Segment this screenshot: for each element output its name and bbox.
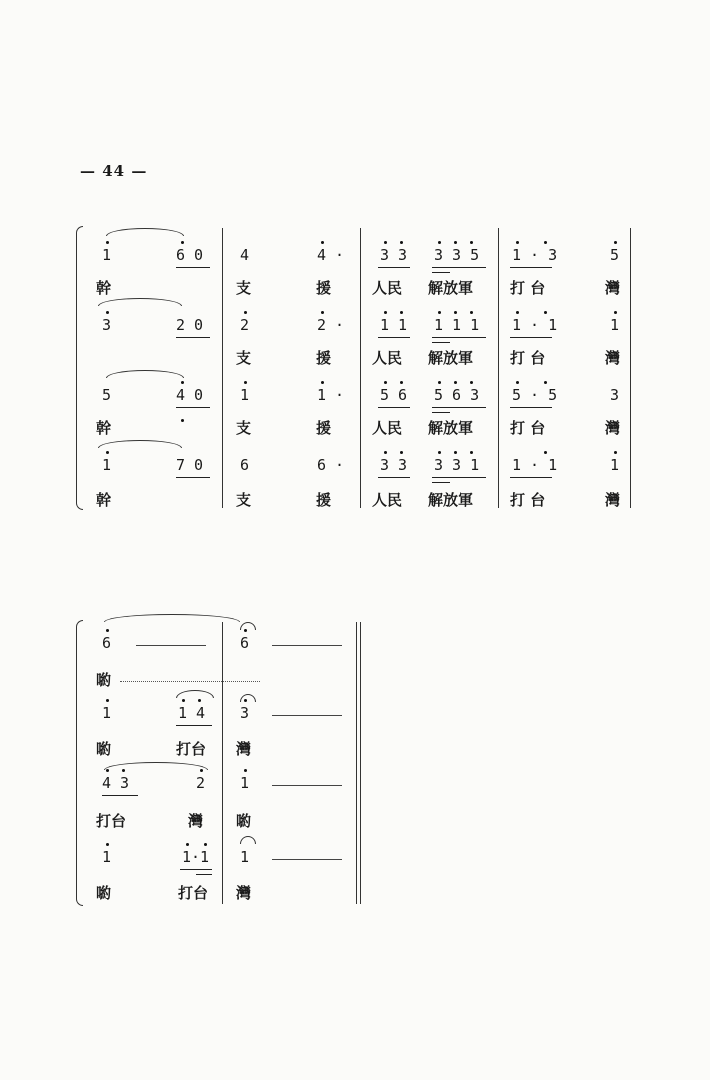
lyric: 打台 xyxy=(178,884,209,902)
page-number: — 44 — xyxy=(80,162,148,180)
octave-dot xyxy=(106,311,109,314)
note: 6 xyxy=(240,456,250,474)
beam xyxy=(102,795,138,796)
octave-dot xyxy=(400,381,403,384)
octave-dot xyxy=(200,769,203,772)
note: 1 xyxy=(240,848,250,866)
beam xyxy=(432,272,450,273)
beam xyxy=(176,337,210,338)
lyric: 打 台 xyxy=(510,349,546,367)
beam xyxy=(432,412,450,413)
beam xyxy=(180,869,212,870)
barline xyxy=(360,622,361,904)
octave-dot xyxy=(544,311,547,314)
octave-dot xyxy=(181,419,184,422)
beam xyxy=(510,407,552,408)
octave-dot xyxy=(614,241,617,244)
lyric: 打台 xyxy=(96,812,127,830)
octave-dot xyxy=(384,241,387,244)
beam xyxy=(196,874,212,875)
note: 3 xyxy=(240,704,250,722)
note: 1 xyxy=(610,456,620,474)
octave-dot xyxy=(321,311,324,314)
octave-dot xyxy=(106,769,109,772)
octave-dot xyxy=(181,381,184,384)
lyric: 援 xyxy=(316,419,332,437)
lyric: 灣 xyxy=(236,884,252,902)
octave-dot xyxy=(244,629,247,632)
beam xyxy=(510,337,552,338)
slur xyxy=(104,614,240,622)
note: 1 · 1 xyxy=(512,316,558,334)
note: 6 xyxy=(240,634,250,652)
octave-dot xyxy=(181,241,184,244)
beam xyxy=(378,267,410,268)
beam xyxy=(432,267,486,268)
lyric: 喲 xyxy=(96,671,112,689)
slur xyxy=(98,298,182,306)
octave-dot xyxy=(470,451,473,454)
note: 4 0 xyxy=(176,386,204,404)
lyric: 灣 xyxy=(605,491,621,509)
beam xyxy=(510,477,552,478)
note: 1 1 xyxy=(380,316,408,334)
note: 4 xyxy=(240,246,250,264)
octave-dot xyxy=(204,843,207,846)
lyric: 打 台 xyxy=(510,279,546,297)
octave-dot xyxy=(244,381,247,384)
octave-dot xyxy=(614,451,617,454)
note: 1 1 1 xyxy=(434,316,480,334)
beam xyxy=(378,337,410,338)
octave-dot xyxy=(454,451,457,454)
slur xyxy=(240,694,256,702)
note: 1·1 xyxy=(182,848,210,866)
note: 1 xyxy=(102,456,112,474)
slur xyxy=(106,228,184,236)
octave-dot xyxy=(454,241,457,244)
lyric: 援 xyxy=(316,349,332,367)
beam xyxy=(432,342,450,343)
note: 5 6 3 xyxy=(434,386,480,404)
note: 2 · xyxy=(317,316,345,334)
octave-dot xyxy=(470,381,473,384)
octave-dot xyxy=(438,381,441,384)
note: 5 · 5 xyxy=(512,386,558,404)
lyric: 喲 xyxy=(236,812,252,830)
slur xyxy=(106,370,184,378)
octave-dot xyxy=(454,311,457,314)
lyric: 支 xyxy=(236,419,252,437)
barline xyxy=(222,622,223,904)
beam xyxy=(378,407,410,408)
note: 3 xyxy=(610,386,620,404)
octave-dot xyxy=(438,241,441,244)
octave-dot xyxy=(186,843,189,846)
beam xyxy=(176,407,210,408)
barline xyxy=(222,228,223,508)
note: 2 xyxy=(196,774,206,792)
octave-dot xyxy=(384,381,387,384)
lyric: 灣 xyxy=(188,812,204,830)
slur xyxy=(176,690,214,698)
hold-dash xyxy=(136,645,206,646)
note: 1 xyxy=(610,316,620,334)
note: 1 xyxy=(102,704,112,722)
octave-dot xyxy=(438,451,441,454)
note: 1 xyxy=(102,246,112,264)
barline xyxy=(630,228,631,508)
system-bracket xyxy=(76,226,83,510)
hold-dash xyxy=(272,785,342,786)
note: 3 3 1 xyxy=(434,456,480,474)
lyric: 解放軍 xyxy=(428,279,474,297)
octave-dot xyxy=(106,699,109,702)
octave-dot xyxy=(384,311,387,314)
octave-dot xyxy=(614,311,617,314)
octave-dot xyxy=(470,311,473,314)
lyric: 灣 xyxy=(605,279,621,297)
octave-dot xyxy=(244,311,247,314)
beam xyxy=(510,267,552,268)
beam xyxy=(432,482,450,483)
note: 1 xyxy=(102,848,112,866)
note: 1 · xyxy=(317,386,345,404)
note: 7 0 xyxy=(176,456,204,474)
octave-dot xyxy=(516,311,519,314)
octave-dot xyxy=(244,769,247,772)
slur xyxy=(98,440,182,448)
octave-dot xyxy=(438,311,441,314)
octave-dot xyxy=(470,241,473,244)
barline xyxy=(498,228,499,508)
octave-dot xyxy=(544,381,547,384)
beam xyxy=(176,725,212,726)
note: 6 xyxy=(102,634,112,652)
barline xyxy=(356,622,357,904)
octave-dot xyxy=(400,311,403,314)
lyric: 支 xyxy=(236,349,252,367)
octave-dot xyxy=(544,241,547,244)
beam xyxy=(176,267,210,268)
octave-dot xyxy=(400,241,403,244)
octave-dot xyxy=(321,241,324,244)
note: 1 4 xyxy=(178,704,206,722)
note: 3 3 xyxy=(380,246,408,264)
beam xyxy=(176,477,210,478)
octave-dot xyxy=(454,381,457,384)
lyric: 幹 xyxy=(96,419,112,437)
lyric: 解放軍 xyxy=(428,491,474,509)
lyric: 支 xyxy=(236,279,252,297)
octave-dot xyxy=(516,241,519,244)
beam xyxy=(432,407,486,408)
slur xyxy=(104,762,208,770)
lyric: 打 台 xyxy=(510,419,546,437)
note: 2 xyxy=(240,316,250,334)
extension-line xyxy=(120,681,260,682)
slur xyxy=(240,622,256,630)
beam xyxy=(432,477,486,478)
lyric: 人民 xyxy=(372,349,403,367)
lyric: 灣 xyxy=(605,419,621,437)
note: 4 · xyxy=(317,246,345,264)
note: 2 0 xyxy=(176,316,204,334)
hold-dash xyxy=(272,645,342,646)
barline xyxy=(360,228,361,508)
octave-dot xyxy=(106,629,109,632)
lyric: 解放軍 xyxy=(428,349,474,367)
note: 5 6 xyxy=(380,386,408,404)
octave-dot xyxy=(516,381,519,384)
lyric: 打 台 xyxy=(510,491,546,509)
note: 3 3 xyxy=(380,456,408,474)
note: 5 xyxy=(102,386,112,404)
note: 5 xyxy=(610,246,620,264)
octave-dot xyxy=(106,451,109,454)
octave-dot xyxy=(198,699,201,702)
note: 6 · xyxy=(317,456,345,474)
octave-dot xyxy=(384,451,387,454)
note: 4 3 xyxy=(102,774,130,792)
lyric: 支 xyxy=(236,491,252,509)
note: 1 xyxy=(240,386,250,404)
octave-dot xyxy=(182,699,185,702)
octave-dot xyxy=(106,843,109,846)
note: 1 · 3 xyxy=(512,246,558,264)
lyric: 人民 xyxy=(372,279,403,297)
lyric: 幹 xyxy=(96,491,112,509)
beam xyxy=(378,477,410,478)
octave-dot xyxy=(244,699,247,702)
lyric: 喲 xyxy=(96,740,112,758)
lyric: 打台 xyxy=(176,740,207,758)
note: 3 xyxy=(102,316,112,334)
lyric: 幹 xyxy=(96,279,112,297)
note: 6 0 xyxy=(176,246,204,264)
lyric: 喲 xyxy=(96,884,112,902)
lyric: 援 xyxy=(316,279,332,297)
lyric: 人民 xyxy=(372,491,403,509)
octave-dot xyxy=(544,451,547,454)
octave-dot xyxy=(122,769,125,772)
lyric: 援 xyxy=(316,491,332,509)
note: 1 · 1 xyxy=(512,456,558,474)
lyric: 人民 xyxy=(372,419,403,437)
hold-dash xyxy=(272,859,342,860)
slur xyxy=(240,836,256,844)
lyric: 解放軍 xyxy=(428,419,474,437)
beam xyxy=(432,337,486,338)
octave-dot xyxy=(400,451,403,454)
note: 3 3 5 xyxy=(434,246,480,264)
lyric: 灣 xyxy=(605,349,621,367)
lyric: 灣 xyxy=(236,740,252,758)
octave-dot xyxy=(321,381,324,384)
system-bracket xyxy=(76,620,83,906)
note: 1 xyxy=(240,774,250,792)
octave-dot xyxy=(106,241,109,244)
hold-dash xyxy=(272,715,342,716)
